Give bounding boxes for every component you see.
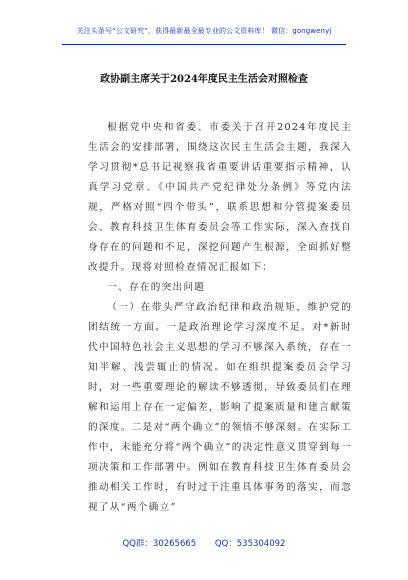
footer-contact <box>0 537 408 549</box>
footer-qq-number: QQ：535304092 <box>214 539 286 549</box>
document-body <box>88 118 352 518</box>
body-paragraph: （一）在带头严守政治纪律和政治规矩，维护党的团结统一方面。一是政治理论学习深度不足。对*新时代中国特色社会主义思想的学习不够深入系统，存在一知半解、浅尝辄止的情况。如在组织提案委员会学习时，对一些重要理论的解读不够透彻，导致委员们在理解和运用上存在一定偏差，影响了提案质量和建言献策的深度。二是对“两个确立”的领悟不够深刻。在实际工作中，未能充分将“两个确立”的决定性意义贯穿到每一项决策和工作部署中。例如在教育科技卫生体育委员会推动相关工作时，有时过于注重具体事务的落实，而忽视了从“两个确立” <box>88 302 352 513</box>
intro-paragraph: 根据党中央和省委、市委关于召开2024年度民主生活会的安排部署，围绕这次民主生活会主题，我深入学习贯彻*总书记视察我省重要讲话重要指示精神，认真学习党章、《中国共产党纪律处分条例》等党内法规，严格对照“四个带头”，联系思想和分管提案委员会、教育科技卫生体育委员会等工作实际，深入查找自身存在的问题和不足，深挖问题产生根源，全面抓好整改提升。现将对照检查情况汇报如下： <box>88 122 352 273</box>
header-divider <box>62 44 346 45</box>
document-title: 政协副主席关于2024年度民主生活会对照检查 <box>100 74 308 85</box>
header-banner: 关注头条号“公文研究”，获得最新最全最专业的公文资料库！ 微信：gongwenyj <box>76 27 332 35</box>
footer-qq-group: QQ群：30265665 <box>122 539 197 549</box>
section-heading: 一、存在的突出问题 <box>107 282 206 293</box>
